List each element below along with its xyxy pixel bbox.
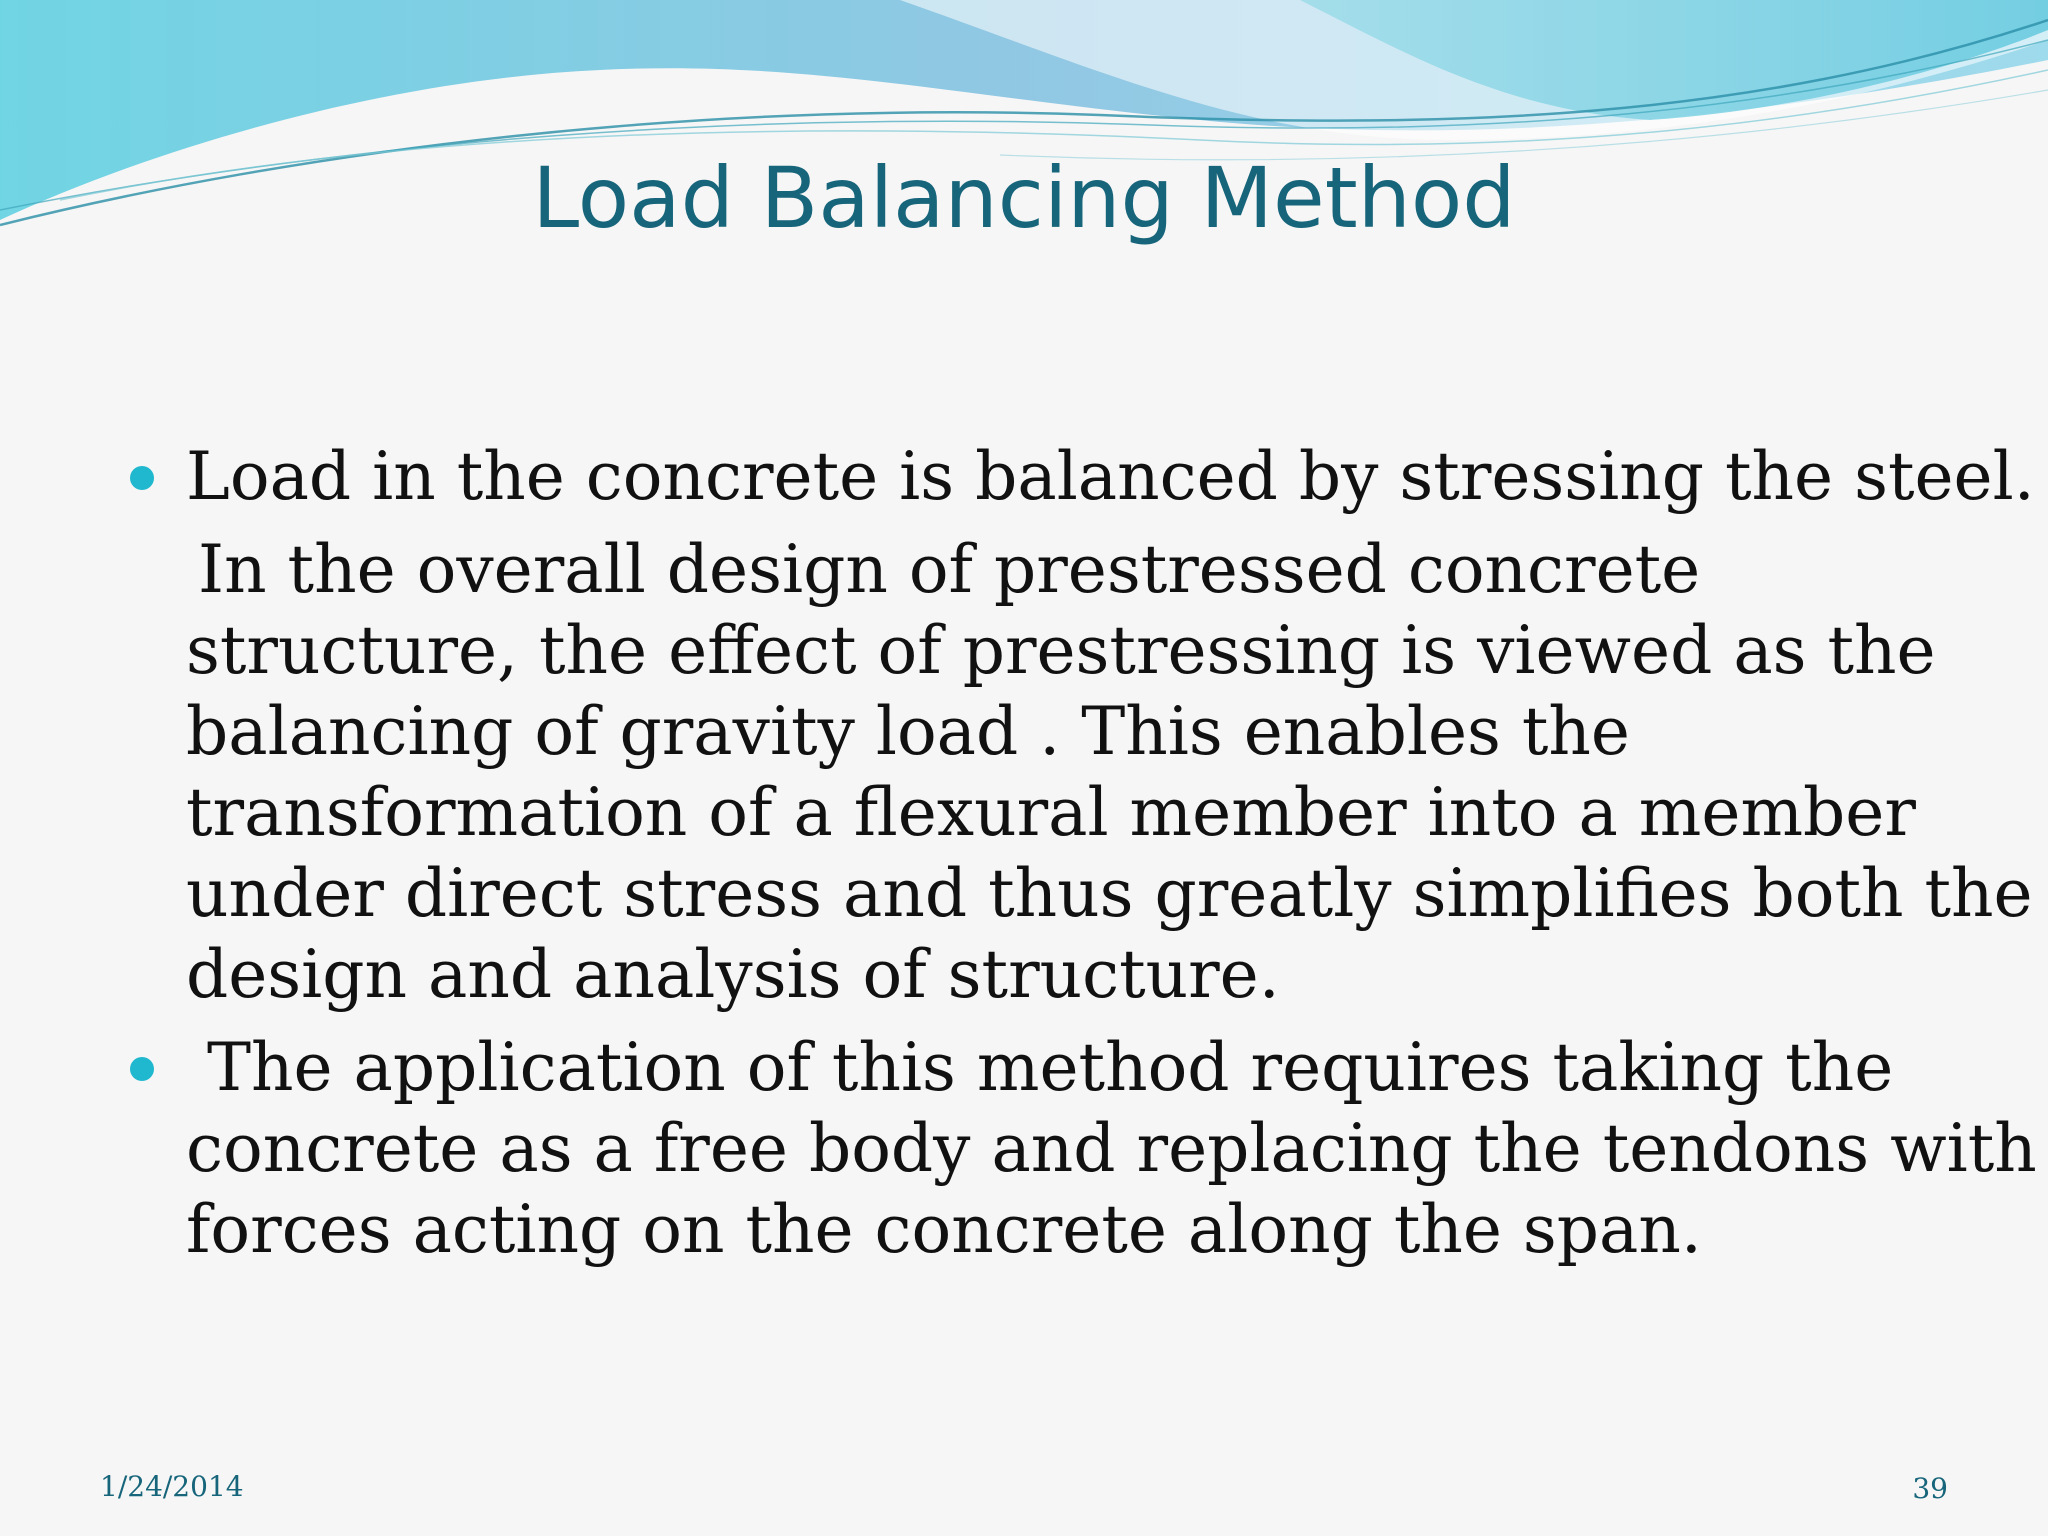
paragraph-line: transformation of a flexural member into a member — [186, 774, 1916, 851]
bullet-item-1 — [124, 436, 2035, 517]
slide-title: Load Balancing Method — [532, 149, 1516, 247]
bullet-text-line: The application of this method requires taking the — [186, 1029, 1894, 1106]
bullet-text-line: concrete as a free body and replacing the tendons with — [186, 1110, 2037, 1187]
paragraph-line: under direct stress and thus greatly simplifies both the — [186, 855, 2033, 932]
paragraph-line: design and analysis of structure. — [186, 936, 1280, 1013]
paragraph-continuation — [124, 529, 2033, 1015]
slide-body — [124, 436, 2037, 1270]
footer-page-number: 39 — [1912, 1472, 1948, 1505]
paragraph-line: In the overall design of prestressed concrete — [198, 531, 1701, 608]
bullet-dot-icon — [130, 1057, 154, 1081]
bullet-text-line: Load in the concrete is balanced by stressing the steel. — [186, 438, 2035, 515]
paragraph-line: balancing of gravity load . This enables the — [186, 693, 1630, 770]
bullet-text-line: forces acting on the concrete along the span. — [186, 1191, 1702, 1268]
paragraph-line: structure, the effect of prestressing is viewed as the — [186, 612, 1936, 689]
bullet-dot-icon — [130, 466, 154, 490]
footer-date: 1/24/2014 — [100, 1470, 244, 1503]
bullet-item-2 — [124, 1027, 2037, 1270]
